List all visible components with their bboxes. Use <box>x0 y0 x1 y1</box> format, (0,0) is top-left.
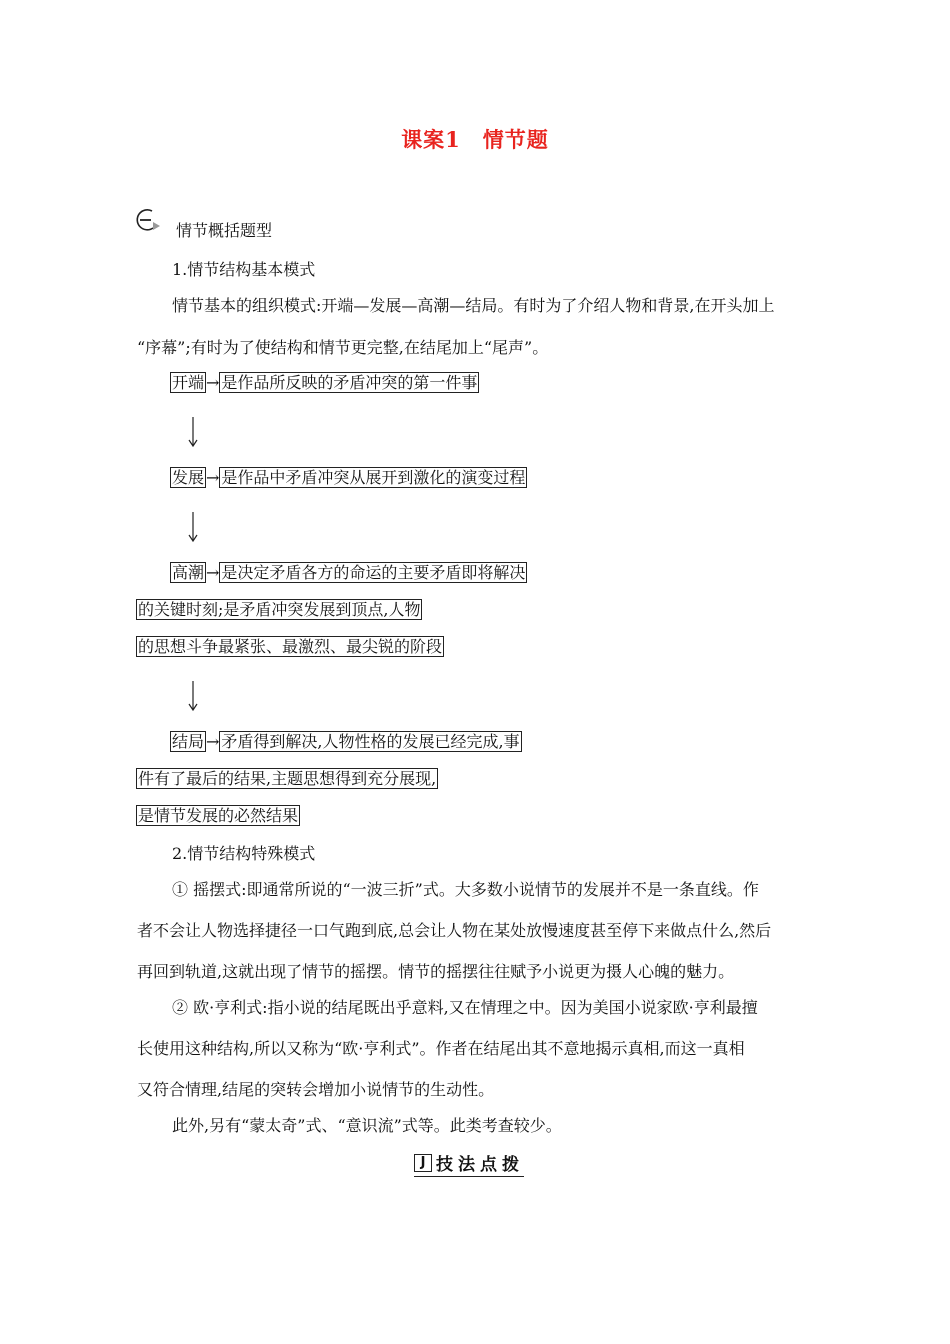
flow-label-box: 结局 <box>172 732 205 751</box>
section-label: 情节概括题型 <box>176 221 273 240</box>
down-arrow-icon <box>186 679 200 713</box>
right-arrow: → <box>206 563 220 582</box>
right-arrow: → <box>206 732 220 751</box>
flow-desc-box: 件有了最后的结果,主题思想得到充分展现, <box>138 769 437 788</box>
right-arrow: → <box>206 373 220 392</box>
paragraph-line: ① 摇摆式:即通常所说的“一波三折”式。大多数小说情节的发展并不是一条直线。作 <box>172 880 759 899</box>
flow-row-kaiduan <box>170 373 479 393</box>
flow-label-box: 开端 <box>172 373 205 392</box>
down-arrow-icon <box>186 415 200 449</box>
subheading-1: 1.情节结构基本模式 <box>172 260 316 279</box>
paragraph-line: 者不会让人物选择捷径一口气跑到底,总会让人物在某处放慢速度甚至停下来做点什么,然后 <box>137 921 772 940</box>
flow-desc-box: 是情节发展的必然结果 <box>138 806 299 825</box>
flow-row-fazhan <box>170 468 527 488</box>
paragraph-line: “序幕”;有时为了使结构和情节更完整,在结尾加上“尾声”。 <box>137 338 549 357</box>
right-arrow: → <box>206 468 220 487</box>
circle-one-arrow-icon <box>134 207 160 233</box>
flow-label-box: 发展 <box>172 468 205 487</box>
flow-row-gaochao <box>170 563 527 583</box>
flow-desc-box: 是作品所反映的矛盾冲突的第一件事 <box>221 373 478 392</box>
flow-desc-box: 是作品中矛盾冲突从展开到激化的演变过程 <box>221 468 526 487</box>
down-arrow-icon <box>186 510 200 544</box>
paragraph-line: ② 欧·亨利式:指小说的结尾既出乎意料,又在情理之中。因为美国小说家欧·亨利最擅 <box>172 998 758 1017</box>
flow-desc-box: 的关键时刻;是矛盾冲突发展到顶点,人物 <box>138 600 421 619</box>
subheading-2: 2.情节结构特殊模式 <box>172 844 316 863</box>
flow-desc-box: 矛盾得到解决,人物性格的发展已经完成,事 <box>221 732 520 751</box>
page-title: 课案1 情节题 <box>401 127 549 152</box>
flow-desc-box: 是决定矛盾各方的命运的主要矛盾即将解决 <box>221 563 526 582</box>
flow-row-jieju <box>170 732 522 752</box>
paragraph-line: 长使用这种结构,所以又称为“欧·亨利式”。作者在结尾出其不意地揭示真相,而这一真相 <box>137 1039 745 1058</box>
paragraph-line: 情节基本的组织模式:开端—发展—高潮—结局。有时为了介绍人物和背景,在开头加上 <box>172 296 775 315</box>
section-badge <box>414 1150 524 1177</box>
paragraph-line: 又符合情理,结尾的突转会增加小说情节的生动性。 <box>137 1080 495 1099</box>
badge-letter-icon: J <box>414 1154 432 1172</box>
paragraph-line: 此外,另有“蒙太奇”式、“意识流”式等。此类考查较少。 <box>172 1116 562 1135</box>
badge-text: 技法点拨 <box>436 1155 524 1175</box>
paragraph-line: 再回到轨道,这就出现了情节的摇摆。情节的摇摆往往赋予小说更为摄人心魄的魅力。 <box>137 962 735 981</box>
flow-label-box: 高潮 <box>172 563 205 582</box>
flow-desc-box: 的思想斗争最紧张、最激烈、最尖锐的阶段 <box>138 637 443 656</box>
